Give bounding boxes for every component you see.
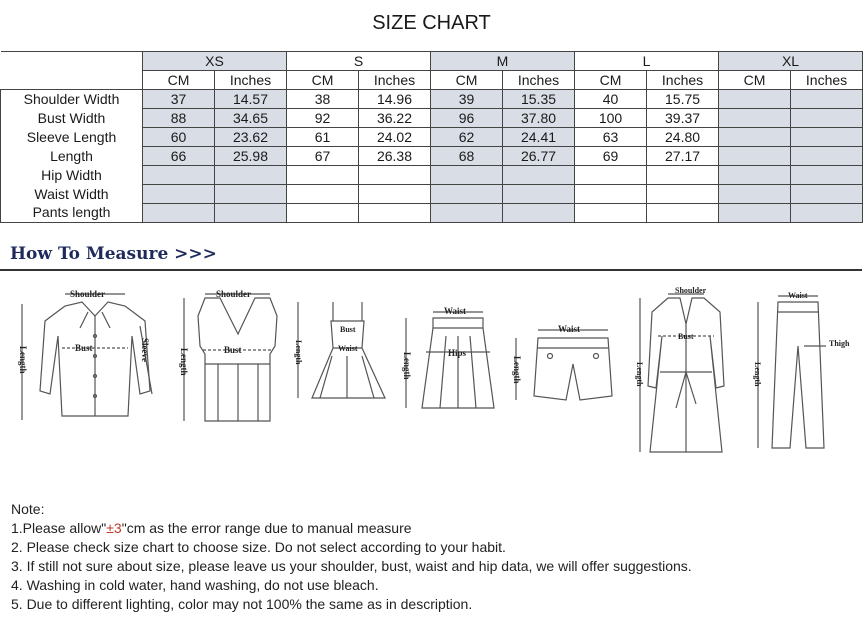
table-cell: 23.62 bbox=[215, 128, 287, 147]
table-cell bbox=[791, 109, 863, 128]
waist-label: Waist bbox=[444, 306, 467, 316]
table-cell: 96 bbox=[431, 109, 503, 128]
corner-cell bbox=[1, 52, 143, 71]
vest-icon bbox=[198, 298, 277, 421]
unit-header-cm: CM bbox=[719, 71, 791, 90]
table-cell: 15.75 bbox=[647, 90, 719, 109]
table-cell: 62 bbox=[431, 128, 503, 147]
size-header-l: L bbox=[575, 52, 719, 71]
table-cell: 37.80 bbox=[503, 109, 575, 128]
size-header-s: S bbox=[287, 52, 431, 71]
length-label: Length bbox=[753, 362, 762, 387]
size-header-xl: XL bbox=[719, 52, 863, 71]
skirt-icon bbox=[422, 318, 494, 408]
table-cell bbox=[143, 166, 215, 185]
waist-label: Waist bbox=[558, 324, 581, 334]
table-cell: 24.80 bbox=[647, 128, 719, 147]
table-cell: 67 bbox=[287, 147, 359, 166]
table-cell: 36.22 bbox=[359, 109, 431, 128]
table-cell: 61 bbox=[287, 128, 359, 147]
hips-label: Hips bbox=[448, 348, 467, 358]
length-label: Length bbox=[402, 352, 412, 380]
table-cell bbox=[791, 128, 863, 147]
table-cell bbox=[287, 185, 359, 204]
table-row bbox=[1, 204, 863, 223]
table-cell bbox=[791, 147, 863, 166]
row-label: Waist Width bbox=[1, 185, 143, 204]
shorts-icon bbox=[534, 338, 612, 400]
table-cell bbox=[503, 185, 575, 204]
length-label: Length bbox=[179, 348, 189, 376]
table-cell: 39.37 bbox=[647, 109, 719, 128]
unit-header-cm: CM bbox=[431, 71, 503, 90]
table-cell bbox=[431, 204, 503, 223]
length-label: Length bbox=[635, 362, 644, 387]
notes-section bbox=[11, 500, 692, 614]
table-cell bbox=[287, 166, 359, 185]
unit-header-inches: Inches bbox=[215, 71, 287, 90]
bust-label: Bust bbox=[340, 325, 356, 334]
table-cell: 24.41 bbox=[503, 128, 575, 147]
table-cell bbox=[647, 166, 719, 185]
size-chart-title: SIZE CHART bbox=[372, 12, 491, 34]
shoulder-label: Shoulder bbox=[70, 289, 106, 299]
table-row bbox=[1, 166, 863, 185]
table-cell bbox=[719, 166, 791, 185]
table-cell: 14.57 bbox=[215, 90, 287, 109]
table-cell: 37 bbox=[143, 90, 215, 109]
row-label: Shoulder Width bbox=[1, 90, 143, 109]
table-cell bbox=[719, 109, 791, 128]
waist-label: Waist bbox=[338, 344, 358, 353]
bust-label: Bust bbox=[75, 343, 93, 353]
unit-header-cm: CM bbox=[575, 71, 647, 90]
table-cell bbox=[719, 128, 791, 147]
table-cell bbox=[791, 185, 863, 204]
table-cell bbox=[431, 166, 503, 185]
table-cell: 25.98 bbox=[215, 147, 287, 166]
table-cell bbox=[575, 185, 647, 204]
table-row bbox=[1, 147, 863, 166]
blouse-icon bbox=[40, 302, 150, 416]
table-cell bbox=[287, 204, 359, 223]
table-cell bbox=[359, 185, 431, 204]
table-cell bbox=[647, 204, 719, 223]
heading-divider bbox=[0, 269, 862, 271]
table-cell: 40 bbox=[575, 90, 647, 109]
row-label: Length bbox=[1, 147, 143, 166]
unit-header-inches: Inches bbox=[791, 71, 863, 90]
size-header-m: M bbox=[431, 52, 575, 71]
table-cell bbox=[575, 204, 647, 223]
note-5: 5. Due to different lighting, color may not 100% the same as in description. bbox=[11, 596, 473, 612]
table-cell: 69 bbox=[575, 147, 647, 166]
note-2: 2. Please check size chart to choose size. Do not select according to your habit. bbox=[11, 539, 506, 555]
table-row bbox=[1, 128, 863, 147]
note-3: 3. If still not sure about size, please leave us your shoulder, bust, waist and hip data, we will offer suggestions. bbox=[11, 558, 692, 574]
trench-coat-icon bbox=[648, 298, 724, 452]
bust-label: Bust bbox=[678, 332, 694, 341]
pants-icon bbox=[772, 302, 824, 448]
table-cell: 34.65 bbox=[215, 109, 287, 128]
size-chart-table bbox=[0, 51, 863, 223]
table-cell bbox=[215, 166, 287, 185]
shoulder-label: Shoulder bbox=[675, 286, 707, 295]
table-cell: 24.02 bbox=[359, 128, 431, 147]
unit-header-cm: CM bbox=[143, 71, 215, 90]
table-cell: 92 bbox=[287, 109, 359, 128]
bust-label: Bust bbox=[224, 345, 242, 355]
table-cell bbox=[143, 185, 215, 204]
sleeve-label: Sleeve bbox=[140, 338, 150, 362]
table-cell bbox=[503, 166, 575, 185]
note-4: 4. Washing in cold water, hand washing, do not use bleach. bbox=[11, 577, 379, 593]
unit-header-inches: Inches bbox=[503, 71, 575, 90]
table-cell: 68 bbox=[431, 147, 503, 166]
table-cell bbox=[791, 166, 863, 185]
table-cell bbox=[791, 90, 863, 109]
row-label: Hip Width bbox=[1, 166, 143, 185]
unit-header-cm: CM bbox=[287, 71, 359, 90]
table-cell bbox=[791, 204, 863, 223]
table-cell: 100 bbox=[575, 109, 647, 128]
table-cell bbox=[359, 204, 431, 223]
table-cell bbox=[719, 185, 791, 204]
table-cell: 88 bbox=[143, 109, 215, 128]
table-cell: 27.17 bbox=[647, 147, 719, 166]
size-header-xs: XS bbox=[143, 52, 287, 71]
table-cell bbox=[719, 90, 791, 109]
table-cell: 26.38 bbox=[359, 147, 431, 166]
table-cell: 60 bbox=[143, 128, 215, 147]
table-cell: 14.96 bbox=[359, 90, 431, 109]
table-cell: 38 bbox=[287, 90, 359, 109]
table-cell bbox=[215, 204, 287, 223]
table-cell: 63 bbox=[575, 128, 647, 147]
table-cell bbox=[431, 185, 503, 204]
table-row bbox=[1, 90, 863, 109]
table-cell bbox=[647, 185, 719, 204]
waist-label: Waist bbox=[788, 291, 808, 300]
table-cell: 39 bbox=[431, 90, 503, 109]
length-label: Length bbox=[512, 356, 522, 384]
table-cell bbox=[503, 204, 575, 223]
table-row bbox=[1, 109, 863, 128]
row-label: Bust Width bbox=[1, 109, 143, 128]
table-cell bbox=[719, 204, 791, 223]
table-cell bbox=[719, 147, 791, 166]
table-cell bbox=[143, 204, 215, 223]
row-label: Pants length bbox=[1, 204, 143, 223]
unit-header-inches: Inches bbox=[647, 71, 719, 90]
table-cell bbox=[575, 166, 647, 185]
table-cell bbox=[215, 185, 287, 204]
note-1: 1.Please allow"±3"cm as the error range due to manual measure bbox=[11, 520, 412, 536]
table-cell bbox=[359, 166, 431, 185]
measurement-illustrations bbox=[0, 276, 862, 466]
table-row bbox=[1, 185, 863, 204]
unit-header-inches: Inches bbox=[359, 71, 431, 90]
thigh-label: Thigh bbox=[829, 339, 850, 348]
table-cell: 26.77 bbox=[503, 147, 575, 166]
table-cell: 15.35 bbox=[503, 90, 575, 109]
how-to-measure-heading: How To Measure >>> bbox=[10, 244, 217, 264]
length-label: Length bbox=[18, 346, 28, 374]
notes-title: Note: bbox=[11, 501, 45, 517]
length-label: Length bbox=[294, 340, 303, 365]
shoulder-label: Shoulder bbox=[216, 289, 252, 299]
row-label: Sleeve Length bbox=[1, 128, 143, 147]
table-cell: 66 bbox=[143, 147, 215, 166]
